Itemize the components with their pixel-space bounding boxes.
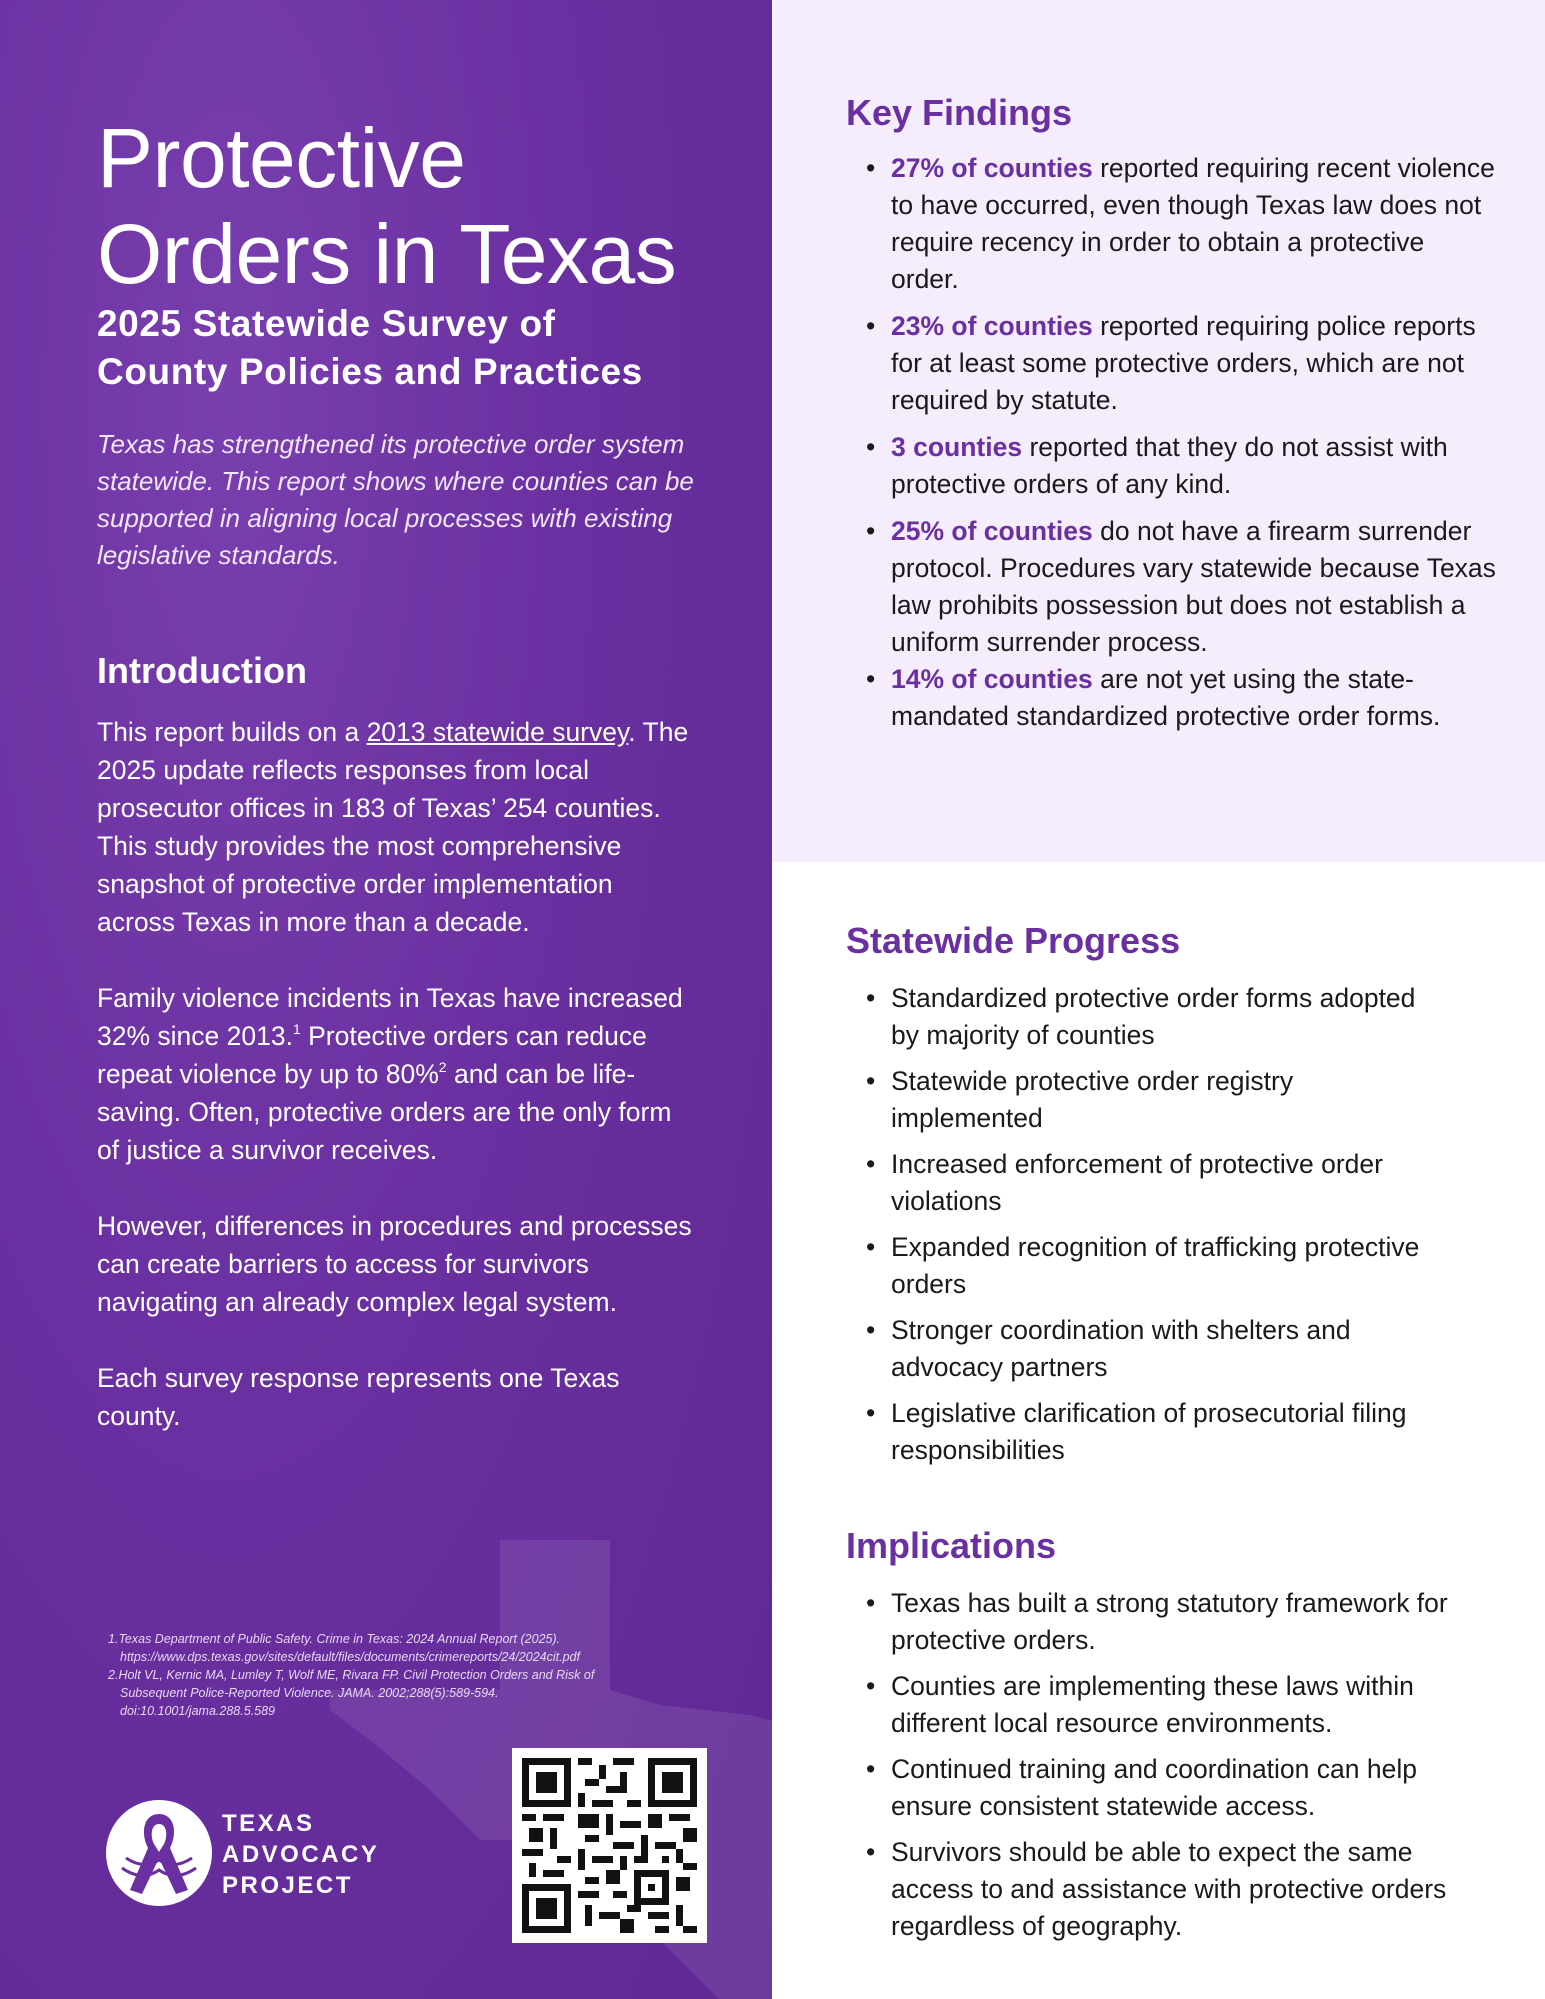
list-item: • Expanded recognition of trafficking protective orders [866, 1229, 1426, 1303]
list-item: • Standardized protective order forms adopted by majority of counties [866, 980, 1426, 1054]
list-item: • 14% of counties are not yet using the state-mandated standardized protective order forms. [866, 661, 1496, 735]
intro-heading: Introduction [97, 650, 307, 691]
implications-heading: Implications [846, 1525, 1057, 1566]
ribbon-icon [104, 1798, 214, 1908]
footnote-2: 2.Holt VL, Kernic MA, Lumley T, Wolf ME, Rivara FP. Civil Protection Orders and Risk of Subsequent Police-Reported Violence. JAMA. 2002;288(5):589-594. doi:10.1001/jama.288.5.589 [108, 1668, 595, 1718]
survey-2013-link[interactable]: 2013 statewide survey [366, 717, 629, 747]
list-item: • 23% of counties reported requiring police reports for at least some protective orders, which are not required by statute. [866, 308, 1496, 419]
list-item: • 25% of counties do not have a firearm surrender protocol. Procedures vary statewide because Texas law prohibits possession but does not establish a uniform surrender process. [866, 513, 1496, 661]
qr-code-icon [522, 1758, 697, 1933]
footnote-1: 1.Texas Department of Public Safety. Crime in Texas: 2024 Annual Report (2025). https://www.dps.texas.gov/sites/default/files/documents/crimereports/24/2024cit.pdf [108, 1632, 580, 1664]
intro-paragraph-2: Family violence incidents in Texas have increased 32% since 2013.$^1$ Protective orders can reduce repeat violence by up to 80%$^2$ and can be life-saving. Often, protective orders are the only form of justice a survivor receives. [97, 983, 683, 1165]
footnote-ref-1: 1 [292, 1021, 301, 1037]
organization-name: TEXAS ADVOCACY PROJECT [222, 1810, 380, 1899]
list-item: • 27% of counties reported requiring recent violence to have occurred, even though Texas law does not require recency in order to obtain a protective order. [866, 150, 1496, 298]
qr-code[interactable] [512, 1748, 707, 1943]
page-subtitle: 2025 Statewide Survey of County Policies and Practices [97, 303, 643, 392]
intro-paragraph-3: However, differences in procedures and processes can create barriers to access for survivors navigating an already complex legal system. [97, 1211, 692, 1317]
list-item: • Texas has built a strong statutory framework for protective orders. [866, 1585, 1496, 1659]
list-item: • Statewide protective order registry implemented [866, 1063, 1426, 1137]
footnote-ref-2: 2 [438, 1059, 447, 1075]
intro-paragraph-1: This report builds on a 2013 statewide survey. The 2025 update reflects responses from local prosecutor offices in 183 of Texas’ 254 counties. This study provides the most comprehensive snapshot of protective order implementation across Texas in more than a decade. [97, 717, 689, 937]
list-item: • 3 counties reported that they do not assist with protective orders of any kind. [866, 429, 1496, 503]
key-findings-heading: Key Findings [846, 92, 1073, 133]
tagline: Texas has strengthened its protective order system statewide. This report shows where counties can be supported in aligning local processes with existing legislative standards. [97, 429, 694, 570]
key-findings-list [866, 150, 1496, 735]
list-item: • Increased enforcement of protective order violations [866, 1146, 1426, 1220]
page-title: Protective Orders in Texas [97, 111, 677, 301]
implications-list [866, 1585, 1496, 1945]
footnotes [108, 1630, 728, 1720]
statewide-progress-list [866, 980, 1426, 1469]
list-item: • Legislative clarification of prosecutorial filing responsibilities [866, 1395, 1426, 1469]
list-item: • Counties are implementing these laws within different local resource environments. [866, 1668, 1496, 1742]
list-item: • Stronger coordination with shelters and advocacy partners [866, 1312, 1426, 1386]
intro-paragraph-4: Each survey response represents one Texas county. [97, 1363, 620, 1431]
statewide-progress-heading: Statewide Progress [846, 920, 1181, 961]
left-panel [0, 0, 772, 1999]
intro-body [97, 713, 697, 1473]
list-item: • Continued training and coordination can help ensure consistent statewide access. [866, 1751, 1496, 1825]
list-item: • Survivors should be able to expect the same access to and assistance with protective orders regardless of geography. [866, 1834, 1496, 1945]
